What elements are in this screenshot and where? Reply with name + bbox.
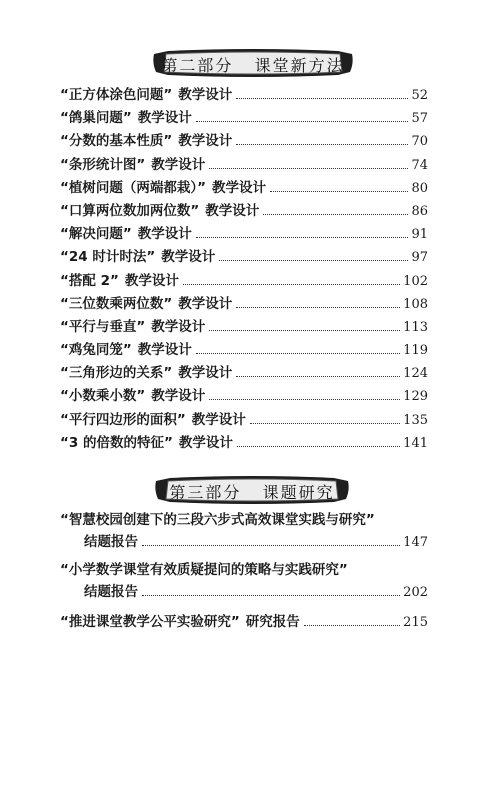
- dot-leader: [270, 191, 408, 192]
- toc-entry-suffix: 教学设计: [178, 295, 233, 312]
- toc-entry-title: “正方体涂色问题”: [60, 87, 173, 103]
- toc-entry-title: “条形统计图”: [60, 156, 146, 173]
- toc-entry-suffix: 教学设计: [178, 133, 233, 150]
- toc-entry-suffix: 教学设计: [151, 388, 206, 405]
- dot-leader: [236, 98, 408, 99]
- toc-entry[interactable]: [60, 199, 428, 222]
- toc-entry-page: 202: [403, 585, 428, 600]
- dot-leader: [196, 237, 409, 238]
- toc-entry-title: “24 时计时法”: [60, 249, 156, 266]
- toc-entry-suffix: 教学设计: [205, 202, 260, 219]
- toc-entry-page: 141: [403, 435, 428, 451]
- toc-entry[interactable]: [60, 315, 428, 338]
- toc-entry-suffix: 教学设计: [212, 179, 266, 196]
- toc-entry-suffix: 结题报告: [84, 584, 138, 600]
- toc-entry-page: 91: [411, 227, 428, 243]
- dot-leader: [237, 446, 400, 447]
- toc-entry-title: “分数的基本性质”: [60, 133, 173, 150]
- toc-entry-suffix: 研究报告: [245, 614, 300, 630]
- toc-entry-page: 52: [411, 88, 428, 103]
- dot-leader: [142, 595, 400, 596]
- toc-list-part2: [60, 83, 428, 454]
- toc-entry[interactable]: [60, 153, 428, 176]
- toc-entry[interactable]: [60, 508, 428, 554]
- section-title: 第二部分 课堂新方法: [161, 56, 345, 75]
- toc-entry-page: 124: [403, 366, 428, 382]
- toc-entry[interactable]: [60, 222, 428, 245]
- toc-entry-suffix: 教学设计: [137, 110, 192, 127]
- dot-leader: [209, 399, 400, 400]
- dot-leader: [209, 330, 400, 331]
- toc-entry-suffix: 教学设计: [137, 226, 192, 243]
- toc-entry-suffix: 教学设计: [191, 411, 246, 428]
- toc-entry-title: “3 的倍数的特征”: [60, 434, 173, 451]
- toc-entry[interactable]: [60, 384, 428, 407]
- toc-entry-page: 135: [403, 412, 428, 428]
- dot-leader: [236, 307, 400, 308]
- toc-entry-title: “推进课堂教学公平实验研究”: [60, 614, 240, 630]
- toc-entry[interactable]: [60, 129, 428, 152]
- toc-entry-suffix: 教学设计: [124, 272, 179, 289]
- toc-entry[interactable]: [60, 408, 428, 431]
- toc-entry-page: 119: [403, 343, 428, 359]
- toc-entry-title: “搭配 2”: [60, 272, 119, 289]
- toc-list-part3: [60, 508, 428, 634]
- dot-leader: [196, 353, 400, 354]
- toc-entry-suffix: 教学设计: [137, 342, 192, 359]
- toc-entry-page: 113: [403, 319, 428, 335]
- toc-entry[interactable]: [60, 361, 428, 384]
- toc-entry-title: “平行四边形的面积”: [60, 411, 186, 428]
- toc-entry-suffix: 结题报告: [84, 534, 138, 550]
- toc-entry-suffix: 教学设计: [178, 434, 233, 451]
- toc-entry-page: 102: [403, 273, 428, 289]
- toc-entry-page: 215: [403, 615, 428, 630]
- toc-entry[interactable]: [60, 245, 428, 268]
- section-banner-part3: [152, 475, 352, 505]
- toc-entry-page: 70: [411, 134, 428, 150]
- toc-entry[interactable]: [60, 292, 428, 315]
- toc-entry-title: “小学数学课堂有效质疑提问的策略与实践研究”: [60, 562, 348, 578]
- dot-leader: [209, 168, 408, 169]
- toc-entry[interactable]: [60, 610, 428, 634]
- toc-entry[interactable]: [60, 558, 428, 604]
- dot-leader: [250, 423, 400, 424]
- dot-leader: [304, 625, 400, 626]
- toc-entry-title: “植树问题（两端都栽）”: [60, 179, 206, 196]
- toc-entry[interactable]: [60, 176, 428, 199]
- toc-entry-title: “三位数乘两位数”: [60, 295, 173, 312]
- toc-entry-title: “鸽巢问题”: [60, 110, 132, 127]
- toc-entry-title: “智慧校园创建下的三段六步式高效课堂实践与研究”: [60, 512, 375, 528]
- toc-entry-suffix: 教学设计: [151, 156, 206, 173]
- section-title: 第三部分 课题研究: [169, 483, 335, 502]
- toc-entry-title: “解决问题”: [60, 226, 132, 243]
- toc-entry-suffix: 教学设计: [161, 249, 216, 266]
- toc-entry-page: 108: [403, 296, 428, 312]
- toc-entry-page: 74: [411, 157, 428, 173]
- toc-entry[interactable]: [60, 269, 428, 292]
- toc-entry-suffix: 教学设计: [178, 365, 233, 382]
- dot-leader: [236, 144, 408, 145]
- toc-entry[interactable]: [60, 338, 428, 361]
- toc-entry-title: “口算两位数加两位数”: [60, 202, 200, 219]
- section-banner-part2: [150, 48, 356, 78]
- toc-entry-page: 129: [403, 389, 428, 405]
- dot-leader: [219, 260, 408, 261]
- toc-entry-page: 147: [403, 535, 428, 550]
- toc-entry-suffix: 教学设计: [151, 318, 206, 335]
- toc-entry[interactable]: [60, 83, 428, 106]
- dot-leader: [236, 376, 400, 377]
- toc-entry[interactable]: [60, 106, 428, 129]
- toc-entry-page: 86: [411, 203, 428, 219]
- dot-leader: [263, 214, 408, 215]
- dot-leader: [142, 545, 400, 546]
- toc-entry-suffix: 教学设计: [178, 87, 233, 103]
- dot-leader: [183, 284, 400, 285]
- toc-entry-title: “鸡兔同笼”: [60, 342, 132, 359]
- toc-entry-title: “小数乘小数”: [60, 388, 146, 405]
- toc-entry-page: 97: [411, 250, 428, 266]
- toc-entry-title: “三角形边的关系”: [60, 365, 173, 382]
- toc-entry-title: “平行与垂直”: [60, 318, 146, 335]
- dot-leader: [196, 121, 409, 122]
- toc-entry[interactable]: [60, 431, 428, 454]
- toc-entry-page: 80: [411, 180, 428, 196]
- toc-entry-page: 57: [411, 111, 428, 127]
